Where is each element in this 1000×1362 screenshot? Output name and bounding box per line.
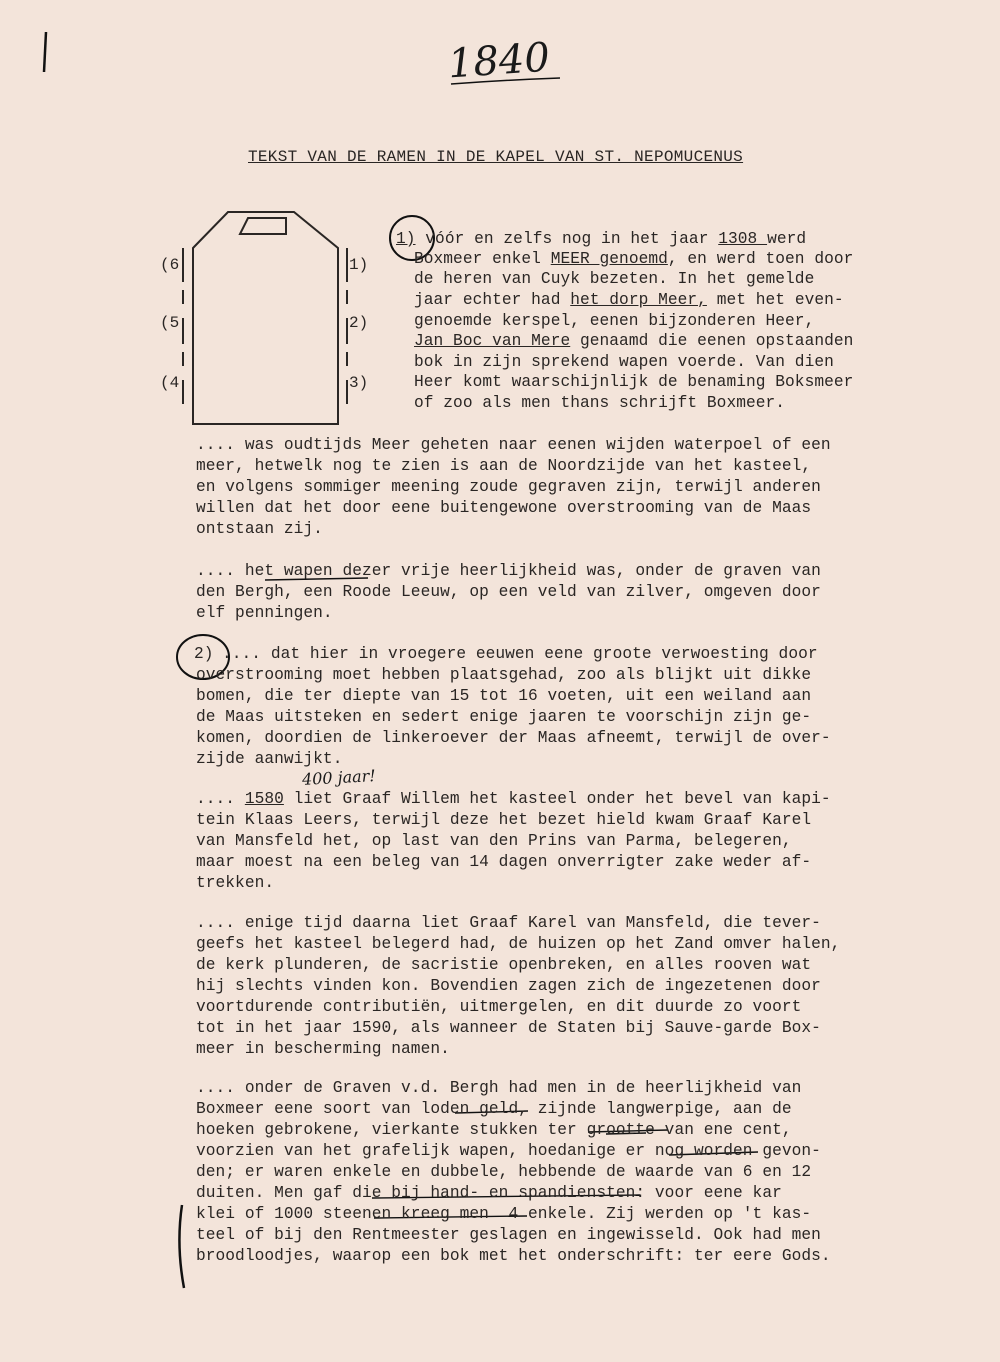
para6-line-5: voortdurende contributiën, uitmergelen, en dit duurde zo voort	[196, 998, 802, 1016]
para7-line-2: Boxmeer eene soort van loden geld, zijnde langwerpige, aan de	[196, 1100, 792, 1118]
section-1-line-9: of zoo als men thans schrijft Boxmeer.	[414, 394, 786, 412]
window-label-4: (4	[160, 374, 180, 392]
window-diagram	[193, 212, 338, 424]
window-label-1: 1)	[349, 256, 369, 274]
section-2-line-6: zijde aanwijkt.	[196, 750, 343, 768]
section-2-line-1: .... dat hier in vroegere eeuwen eene groote verwoesting door	[222, 645, 818, 663]
para6-line-4: hij slechts vinden kon. Bovendien zagen zich de ingezetenen door	[196, 977, 821, 995]
para6-line-6: tot in het jaar 1590, als wanneer de Staten bij Sauve-garde Box-	[196, 1019, 821, 1037]
section-1-line-4: jaar echter had het dorp Meer, met het even-	[414, 291, 844, 309]
window-label-5: (5	[160, 314, 180, 332]
para6-line-1: .... enige tijd daarna liet Graaf Karel van Mansfeld, die tever-	[196, 914, 821, 932]
para2-line-2: meer, hetwelk nog te zien is aan de Noordzijde van het kasteel,	[196, 457, 812, 475]
para3-line-3: elf penningen.	[196, 604, 333, 622]
section-1-line-3: de heren van Cuyk bezeten. In het gemelde	[414, 270, 815, 288]
para2-line-1: .... was oudtijds Meer geheten naar eenen wijden waterpoel of een	[196, 436, 831, 454]
para5-line-3: van Mansfeld het, op last van den Prins van Parma, belegeren,	[196, 832, 792, 850]
section-2-line-4: de Maas uitsteken en sedert enige jaaren te voorschijn zijn ge-	[196, 708, 812, 726]
para5-line-5: trekken.	[196, 874, 275, 892]
section-1-line-8: Heer komt waarschijnlijk de benaming Boksmeer	[414, 373, 854, 391]
section-2-line-3: bomen, die ter diepte van 15 tot 16 voeten, uit een weiland aan	[196, 687, 812, 705]
para6-line-7: meer in bescherming namen.	[196, 1040, 450, 1058]
section-2-number: 2)	[194, 645, 214, 663]
section-1-line-7: bok in zijn sprekend wapen voerde. Van dien	[414, 353, 834, 371]
para7-line-7: klei of 1000 steenen kreeg men 4 enkele. Zij werden op 't kas-	[196, 1205, 812, 1223]
para7-line-8: teel of bij den Rentmeester geslagen en ingewisseld. Ook had men	[196, 1226, 821, 1244]
para7-line-9: broodloodjes, waarop een bok met het onderschrift: ter eere Gods.	[196, 1247, 831, 1265]
section-1-line-5: genoemde kerspel, eenen bijzonderen Heer,	[414, 312, 815, 330]
para7-line-4: voorzien van het grafelijk wapen, hoedanige er nog worden gevon-	[196, 1142, 821, 1160]
section-1-number: 1)	[396, 230, 416, 248]
window-label-2: 2)	[349, 314, 369, 332]
para5-line-4: maar moest na een beleg van 14 dagen onverrigter zake weder af-	[196, 853, 812, 871]
para7-line-5: den; er waren enkele en dubbele, hebbende de waarde van 6 en 12	[196, 1163, 812, 1181]
para5-line-1: .... 1580 liet Graaf Willem het kasteel onder het bevel van kapi-	[196, 790, 831, 808]
section-1-line-2: Boxmeer enkel MEER genoemd, en werd toen door	[414, 250, 854, 268]
window-label-6: (6	[160, 256, 180, 274]
document-title: TEKST VAN DE RAMEN IN DE KAPEL VAN ST. NEPOMUCENUS	[248, 148, 744, 166]
para3-line-2: den Bergh, een Roode Leeuw, op een veld van zilver, omgeven door	[196, 583, 821, 601]
para6-line-3: de kerk plunderen, de sacristie openbreken, en alles rooven wat	[196, 956, 812, 974]
para7-line-3: hoeken gebrokene, vierkante stukken ter grootte van ene cent,	[196, 1121, 792, 1139]
para3-line-1: .... het wapen dezer vrije heerlijkheid was, onder de graven van	[196, 562, 821, 580]
para2-line-5: ontstaan zij.	[196, 520, 323, 538]
window-label-3: 3)	[349, 374, 369, 392]
handwritten-year: 1840	[446, 34, 552, 88]
para7-line-6: duiten. Men gaf die bij hand- en spandiensten: voor eene kar	[196, 1184, 782, 1202]
para2-line-3: en volgens sommiger meening zoude gegraven zijn, terwijl anderen	[196, 478, 821, 496]
para7-line-1: .... onder de Graven v.d. Bergh had men in de heerlijkheid van	[196, 1079, 802, 1097]
para6-line-2: geefs het kasteel belegerd had, de huizen op het Zand omver halen,	[196, 935, 841, 953]
para2-line-4: willen dat het door eene buitengewone overstrooming van de Maas	[196, 499, 812, 517]
para5-line-2: tein Klaas Leers, terwijl deze het bezet hield kwam Graaf Karel	[196, 811, 812, 829]
section-1-line-6: Jan Boc van Mere genaamd die eenen opstaanden	[414, 332, 854, 350]
handwritten-margin-note: 400 jaar!	[301, 766, 377, 789]
section-1-line-1: 1) vóór en zelfs nog in het jaar 1308 werd	[396, 230, 807, 248]
section-2-line-5: komen, doordien de linkeroever der Maas afneemt, terwijl de over-	[196, 729, 831, 747]
section-2-line-2: overstrooming moet hebben plaatsgehad, zoo als blijkt uit dikke	[196, 666, 812, 684]
